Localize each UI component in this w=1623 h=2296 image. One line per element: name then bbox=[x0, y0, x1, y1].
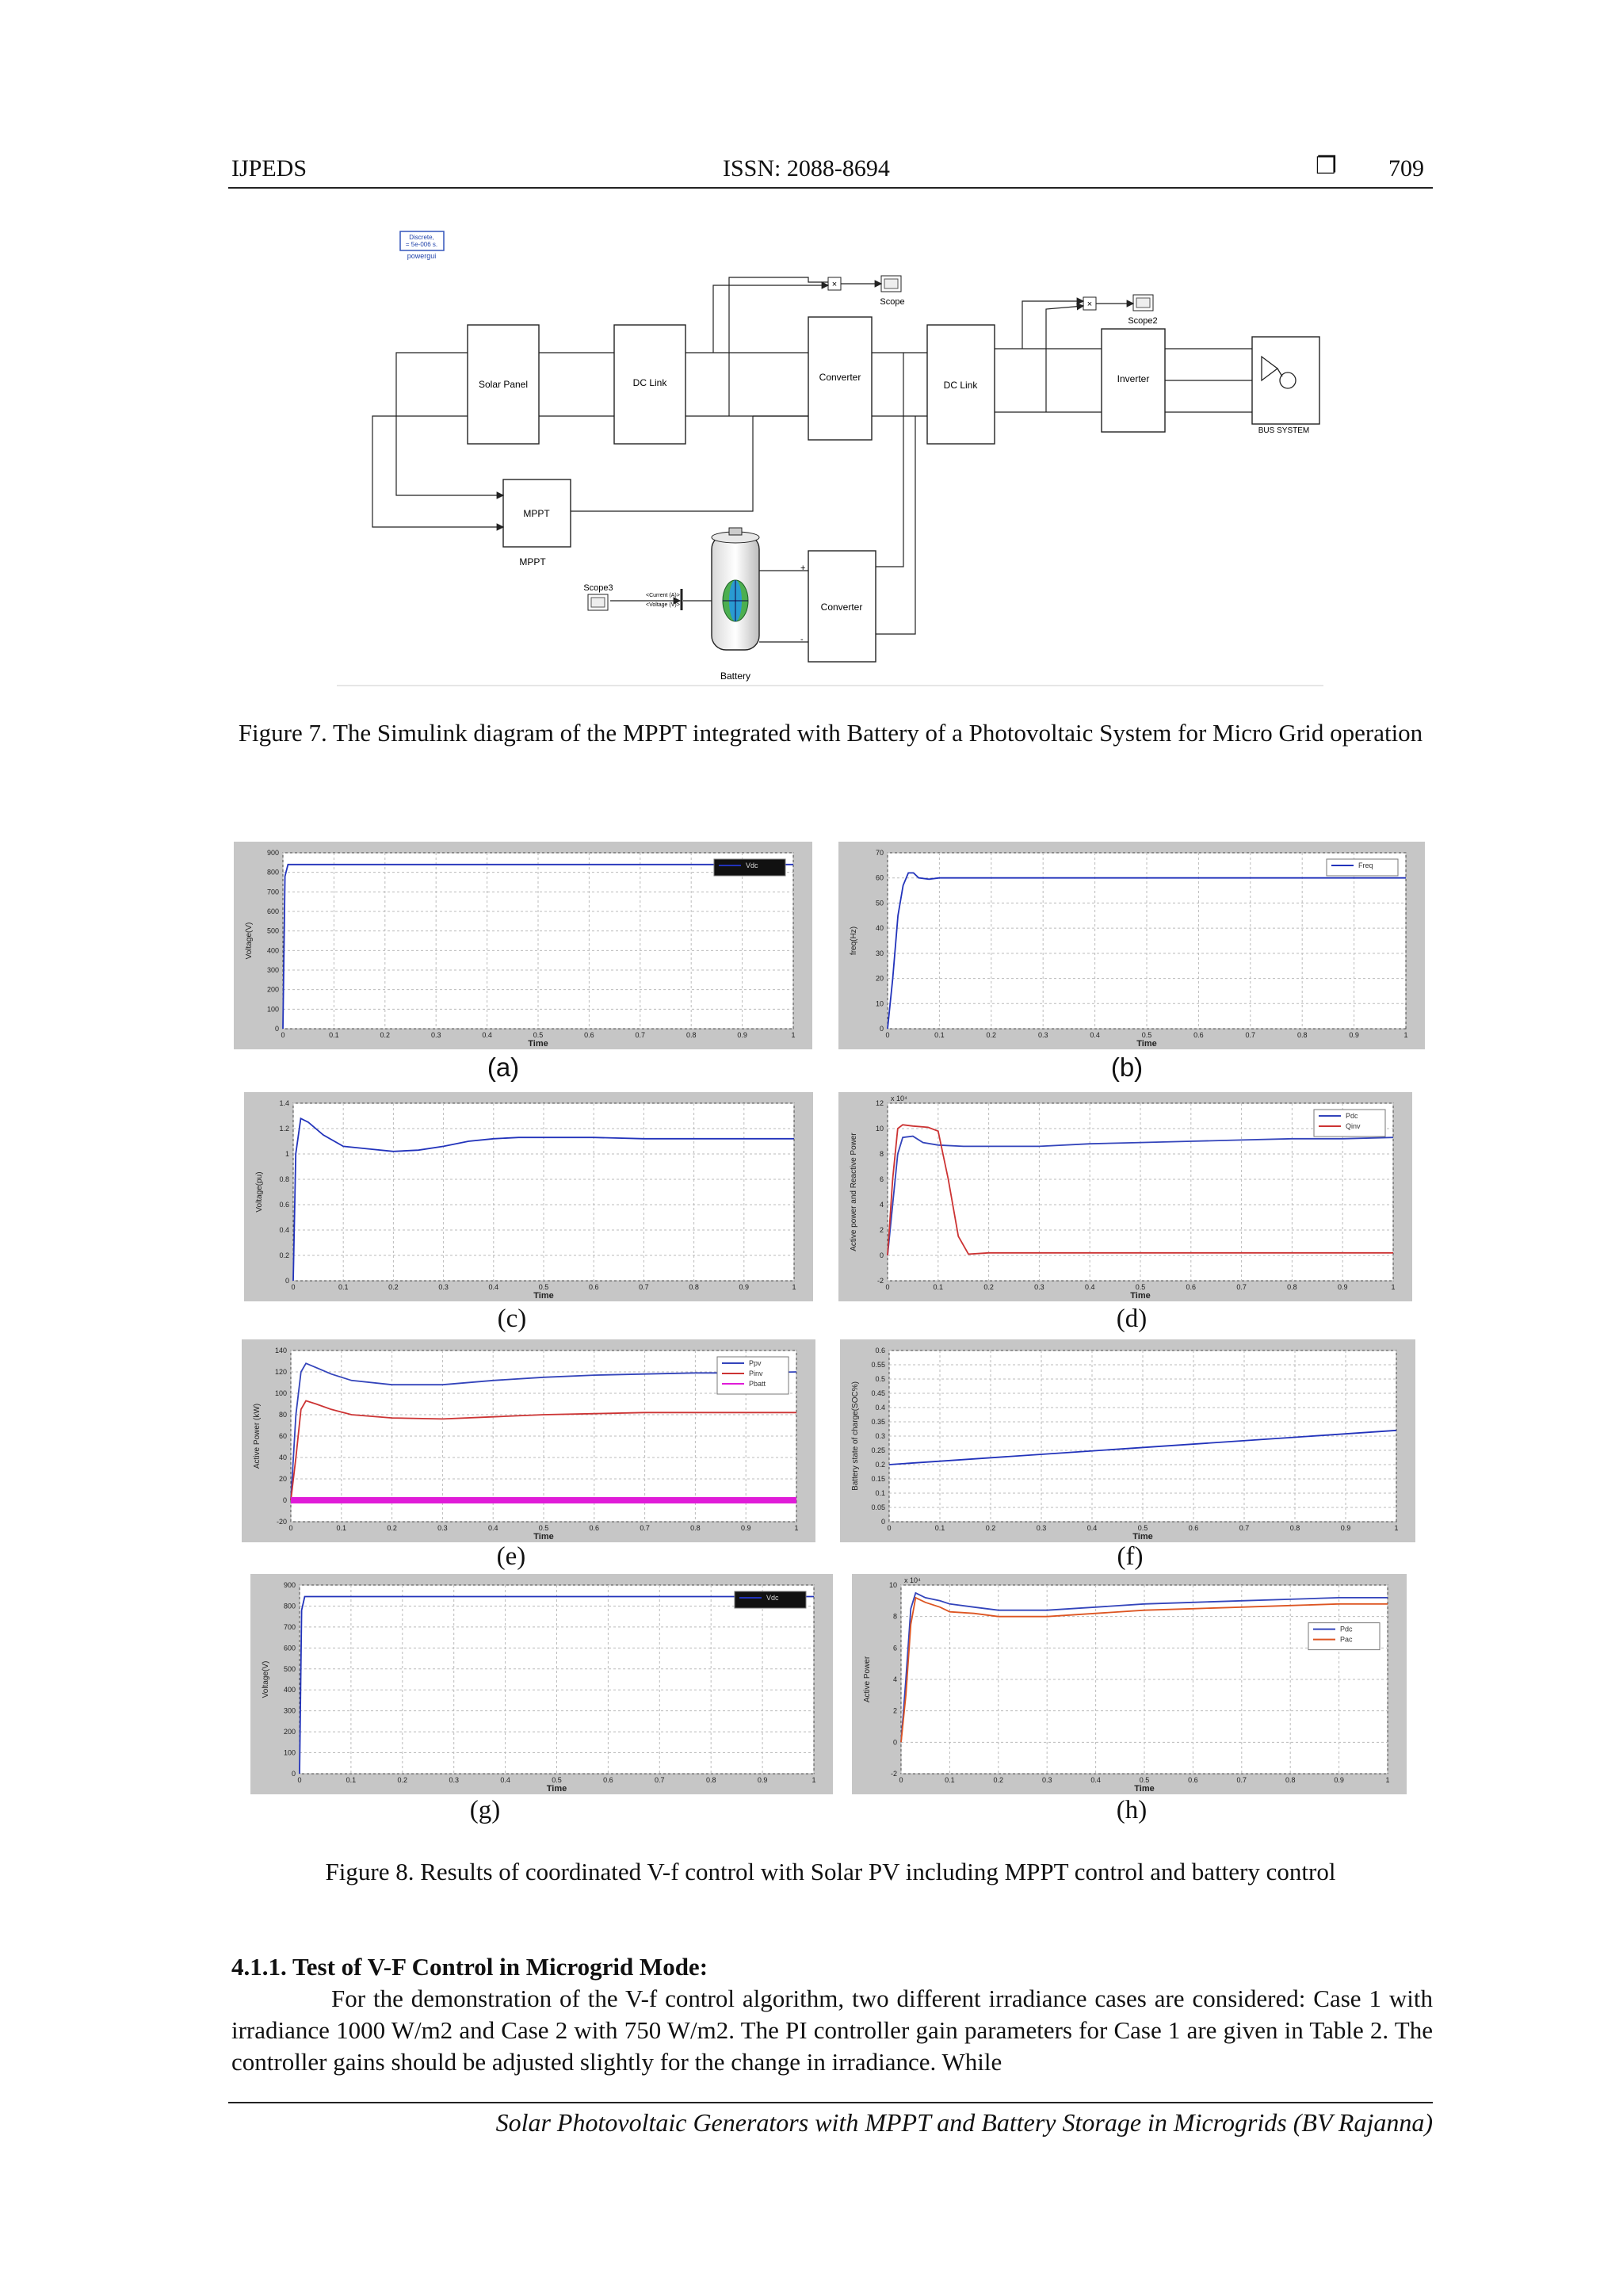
footer-rule bbox=[228, 2102, 1433, 2103]
x-tick-label: 0.1 bbox=[934, 1524, 945, 1532]
x-tick-label: 0.6 bbox=[1186, 1283, 1197, 1291]
svg-text:Discrete,= 5e-006 s. bbox=[406, 234, 437, 248]
x-tick-label: 0.9 bbox=[1349, 1031, 1359, 1039]
plot-area bbox=[293, 1103, 794, 1281]
x-tick-label: 0.2 bbox=[985, 1524, 996, 1532]
plot-a bbox=[234, 842, 812, 1049]
x-tick-label: 0 bbox=[291, 1283, 296, 1291]
legend-label: Vdc bbox=[766, 1594, 779, 1602]
x-tick-label: 0.9 bbox=[757, 1776, 768, 1784]
y-tick-label: 400 bbox=[283, 1686, 296, 1694]
x-tick-label: 0.7 bbox=[1236, 1283, 1247, 1291]
y-tick-label: 0.35 bbox=[871, 1418, 885, 1426]
y-tick-label: 0.6 bbox=[875, 1347, 885, 1354]
dc-link-1-label: DC Link bbox=[632, 377, 667, 388]
x-tick-label: 0.3 bbox=[437, 1524, 448, 1532]
y-tick-label: 200 bbox=[283, 1728, 296, 1736]
y-tick-label: 0 bbox=[880, 1518, 885, 1526]
x-tick-label: 0.7 bbox=[1245, 1031, 1256, 1039]
x-axis-label: Time bbox=[533, 1532, 554, 1541]
y-tick-label: 100 bbox=[274, 1389, 287, 1397]
x-tick-label: 1 bbox=[812, 1776, 816, 1784]
battery-label: Battery bbox=[720, 670, 751, 682]
y-tick-label: 20 bbox=[278, 1475, 287, 1483]
chart-e-svg bbox=[242, 1339, 815, 1542]
subfigure-label-h: (h) bbox=[1116, 1796, 1148, 1824]
x-tick-label: 0.3 bbox=[1034, 1283, 1044, 1291]
y-tick-label: 1.2 bbox=[279, 1125, 289, 1133]
scope-label: Scope bbox=[880, 297, 905, 307]
plot-area bbox=[300, 1585, 814, 1774]
legend-label: Pbatt bbox=[749, 1380, 766, 1388]
y-tick-label: 8 bbox=[892, 1612, 897, 1621]
y-tick-label: 0.6 bbox=[279, 1201, 289, 1209]
x-tick-label: 0.5 bbox=[552, 1776, 562, 1784]
bus-current-label: <Current (A)> bbox=[646, 593, 680, 598]
x-tick-label: 0.6 bbox=[588, 1283, 599, 1291]
y-tick-label: -2 bbox=[876, 1277, 884, 1285]
powergui-discrete-line: Discrete, bbox=[409, 234, 434, 241]
figure7-caption: Figure 7. The Simulink diagram of the MPPT integrated with Battery of a Photovoltaic System for Micro Grid operation bbox=[238, 719, 1423, 747]
product-2-symbol: × bbox=[1086, 300, 1093, 309]
x-tick-label: 0.8 bbox=[1285, 1776, 1296, 1784]
y-tick-label: 6 bbox=[892, 1644, 897, 1652]
y-tick-label: 800 bbox=[283, 1602, 296, 1610]
x-tick-label: 0.7 bbox=[1239, 1524, 1250, 1532]
y-tick-label: 50 bbox=[875, 899, 884, 907]
x-tick-label: 0.1 bbox=[945, 1776, 955, 1784]
x-tick-label: 0 bbox=[887, 1524, 892, 1532]
dc-link-2-label: DC Link bbox=[943, 380, 978, 391]
y-tick-label: 120 bbox=[274, 1368, 287, 1376]
y-tick-label: 0.05 bbox=[871, 1503, 885, 1511]
y-tick-label: -2 bbox=[890, 1770, 897, 1778]
chart-a-svg bbox=[234, 842, 812, 1049]
y-tick-label: 0 bbox=[282, 1496, 287, 1504]
x-tick-label: 0.8 bbox=[1296, 1031, 1308, 1039]
x-tick-label: 1 bbox=[1385, 1776, 1390, 1784]
product-block-1[interactable] bbox=[828, 277, 841, 290]
scope2-block[interactable] bbox=[1128, 295, 1157, 326]
mppt-block-label: MPPT bbox=[523, 508, 550, 519]
x-tick-label: 1 bbox=[794, 1524, 799, 1532]
scope3-label: Scope3 bbox=[583, 583, 613, 593]
x-tick-label: 0.3 bbox=[438, 1283, 449, 1291]
y-tick-label: 600 bbox=[283, 1644, 296, 1652]
product-block-2[interactable] bbox=[1083, 297, 1096, 310]
x-tick-label: 0.5 bbox=[533, 1031, 544, 1039]
y-tick-label: 500 bbox=[266, 926, 279, 935]
y-tick-label: 0.25 bbox=[871, 1446, 885, 1454]
y-tick-label: 600 bbox=[266, 907, 279, 915]
mppt-caption: MPPT bbox=[519, 556, 546, 567]
x-tick-label: 0.4 bbox=[482, 1031, 492, 1039]
x-tick-label: 0.9 bbox=[1337, 1283, 1348, 1291]
y-tick-label: 0 bbox=[879, 1251, 884, 1259]
running-header-journal: IJPEDS bbox=[231, 155, 307, 181]
y-tick-label: 6 bbox=[879, 1175, 884, 1183]
y-tick-label: 10 bbox=[875, 1125, 884, 1133]
y-tick-label: 10 bbox=[875, 999, 884, 1008]
legend-label: Ppv bbox=[749, 1359, 762, 1367]
y-axis-label: Voltage(V) bbox=[245, 922, 254, 960]
x-tick-label: 0.6 bbox=[603, 1776, 613, 1784]
x-tick-label: 0.8 bbox=[1289, 1524, 1300, 1532]
converter-2-label: Converter bbox=[820, 602, 863, 613]
legend-label: Qinv bbox=[1346, 1122, 1361, 1130]
x-tick-label: 0 bbox=[281, 1031, 285, 1039]
bus-system-label: BUS SYSTEM bbox=[1258, 426, 1310, 435]
y-tick-label: 0 bbox=[892, 1738, 897, 1747]
x-tick-label: 0 bbox=[297, 1776, 302, 1784]
x-tick-label: 1 bbox=[1403, 1031, 1408, 1039]
y-tick-label: 300 bbox=[266, 966, 279, 974]
plot-e bbox=[242, 1339, 815, 1542]
chart-g-svg bbox=[250, 1574, 833, 1794]
x-axis-label: Time bbox=[546, 1784, 567, 1794]
figure8-caption: Figure 8. Results of coordinated V-f control with Solar PV including MPPT control and battery control bbox=[325, 1858, 1336, 1885]
y-tick-label: 70 bbox=[875, 849, 884, 857]
running-footer: Solar Photovoltaic Generators with MPPT and Battery Storage in Microgrids (BV Rajanna) bbox=[495, 2108, 1433, 2137]
x-tick-label: 0.2 bbox=[388, 1283, 399, 1291]
subfigure-label-b: (b) bbox=[1110, 1052, 1144, 1082]
chart-h-svg bbox=[852, 1574, 1407, 1794]
x-tick-label: 0.2 bbox=[983, 1283, 994, 1291]
y-axis-label: Voltage(pu) bbox=[255, 1171, 264, 1213]
x-tick-label: 1 bbox=[1394, 1524, 1399, 1532]
x-tick-label: 0.4 bbox=[488, 1283, 499, 1291]
y-tick-label: 0.45 bbox=[871, 1389, 885, 1397]
battery-block[interactable] bbox=[712, 528, 759, 682]
inverter-label: Inverter bbox=[1117, 373, 1150, 384]
y-tick-label: 4 bbox=[892, 1675, 897, 1683]
y-tick-label: 0.8 bbox=[279, 1175, 289, 1183]
checkbox-icon: ❐ bbox=[1316, 152, 1337, 180]
y-tick-label: 2 bbox=[892, 1706, 897, 1715]
x-tick-label: 0.8 bbox=[685, 1031, 697, 1039]
y-tick-label: 1.4 bbox=[279, 1099, 289, 1107]
plot-g bbox=[250, 1574, 833, 1794]
y-tick-label: 100 bbox=[266, 1005, 279, 1014]
powergui-block[interactable] bbox=[400, 231, 444, 260]
y-tick-label: 300 bbox=[283, 1706, 296, 1715]
y-tick-label: 8 bbox=[879, 1150, 884, 1158]
section-paragraph: For the demonstration of the V-f control algorithm, two different irradiance cases are considered: Case 1 with irradiance 1000 W/m2 and Case 2 with 750 W/m2. The PI controller gain parameters for Case 1 are given in Table 2. The controller gains should be adjusted slightly for the change in irradiance. While bbox=[231, 1985, 1433, 2076]
x-tick-label: 0 bbox=[288, 1524, 293, 1532]
x-tick-label: 1 bbox=[791, 1031, 796, 1039]
x-tick-label: 1 bbox=[1391, 1283, 1396, 1291]
x-tick-label: 0.6 bbox=[1193, 1031, 1204, 1039]
y-axis-label: Active power and Reactive Power bbox=[850, 1133, 858, 1251]
legend-label: Vdc bbox=[746, 861, 758, 869]
subfigure-label-g: (g) bbox=[469, 1796, 501, 1824]
x-tick-label: 0.4 bbox=[1090, 1031, 1100, 1039]
y-tick-label: 80 bbox=[278, 1411, 287, 1419]
legend-label: Pdc bbox=[1346, 1112, 1358, 1120]
header-rule bbox=[228, 187, 1433, 189]
y-tick-label: 0.4 bbox=[279, 1226, 289, 1234]
x-tick-label: 0.2 bbox=[387, 1524, 397, 1532]
x-tick-label: 0 bbox=[899, 1776, 903, 1784]
x-tick-label: 0.4 bbox=[500, 1776, 510, 1784]
x-tick-label: 0.9 bbox=[737, 1031, 747, 1039]
x-tick-label: 0.9 bbox=[1334, 1776, 1344, 1784]
x-tick-label: 0.3 bbox=[449, 1776, 459, 1784]
axis-exponent-label: x 10⁴ bbox=[904, 1576, 921, 1584]
y-tick-label: 0.2 bbox=[875, 1461, 885, 1469]
y-axis-label: Battery state of charge(SOC%) bbox=[851, 1381, 860, 1491]
y-tick-label: 0 bbox=[285, 1277, 289, 1285]
y-tick-label: 2 bbox=[879, 1226, 884, 1234]
scope-block[interactable] bbox=[880, 276, 904, 307]
x-tick-label: 0.4 bbox=[1090, 1776, 1101, 1784]
y-axis-label: Voltage(V) bbox=[262, 1660, 270, 1698]
x-tick-label: 0.4 bbox=[1086, 1524, 1098, 1532]
converter-2-minus: - bbox=[800, 635, 804, 644]
plot-f bbox=[840, 1339, 1415, 1542]
subfigure-label-a: (a) bbox=[487, 1052, 520, 1082]
y-tick-label: 0.3 bbox=[875, 1432, 885, 1440]
x-axis-label: Time bbox=[1132, 1532, 1153, 1541]
y-tick-label: 30 bbox=[875, 949, 884, 957]
subfigure-label-e: (e) bbox=[496, 1542, 526, 1571]
x-tick-label: 0.5 bbox=[538, 1524, 549, 1532]
y-tick-label: 900 bbox=[266, 849, 279, 857]
plot-b bbox=[838, 842, 1425, 1049]
x-tick-label: 0.6 bbox=[584, 1031, 594, 1039]
y-tick-label: 60 bbox=[875, 873, 884, 882]
legend-label: Pdc bbox=[1340, 1625, 1353, 1633]
x-tick-label: 0.2 bbox=[993, 1776, 1004, 1784]
y-tick-label: 1 bbox=[285, 1150, 289, 1158]
x-tick-label: 0.7 bbox=[639, 1283, 649, 1291]
x-tick-label: 0.2 bbox=[380, 1031, 391, 1039]
y-tick-label: 140 bbox=[274, 1347, 287, 1354]
chart-d-svg bbox=[838, 1092, 1412, 1301]
scope3-block[interactable] bbox=[583, 583, 613, 610]
x-tick-label: 0.1 bbox=[933, 1283, 944, 1291]
y-tick-label: 20 bbox=[875, 974, 884, 983]
x-tick-label: 0.8 bbox=[690, 1524, 701, 1532]
x-tick-label: 0.1 bbox=[346, 1776, 357, 1784]
powergui-label: powergui bbox=[407, 252, 437, 260]
y-tick-label: 700 bbox=[283, 1622, 296, 1631]
chart-c-svg bbox=[244, 1092, 813, 1301]
x-tick-label: 0.8 bbox=[1287, 1283, 1297, 1291]
y-tick-label: 12 bbox=[875, 1099, 884, 1107]
x-tick-label: 0.8 bbox=[705, 1776, 716, 1784]
x-tick-label: 0.8 bbox=[689, 1283, 699, 1291]
x-tick-label: 0.5 bbox=[538, 1283, 549, 1291]
chart-f-svg bbox=[840, 1339, 1415, 1542]
converter-2-plus: + bbox=[800, 563, 806, 573]
legend-label: Pac bbox=[1340, 1635, 1353, 1644]
x-tick-label: 0.1 bbox=[329, 1031, 339, 1039]
x-tick-label: 0.9 bbox=[1340, 1524, 1351, 1532]
x-tick-label: 0.7 bbox=[635, 1031, 646, 1039]
x-tick-label: 0.4 bbox=[487, 1524, 498, 1532]
plot-h bbox=[852, 1574, 1407, 1794]
x-tick-label: 0.5 bbox=[1139, 1776, 1150, 1784]
x-tick-label: 0.3 bbox=[1041, 1776, 1052, 1784]
y-tick-label: 0 bbox=[274, 1025, 279, 1033]
x-tick-label: 0.3 bbox=[1037, 1031, 1048, 1039]
x-tick-label: 1 bbox=[792, 1283, 796, 1291]
axis-exponent-label: x 10⁴ bbox=[891, 1095, 907, 1102]
converter-1-label: Converter bbox=[819, 372, 861, 383]
simulink-diagram bbox=[333, 222, 1331, 697]
plot-d bbox=[838, 1092, 1412, 1301]
y-tick-label: 0 bbox=[291, 1770, 296, 1778]
y-tick-label: 0 bbox=[879, 1025, 884, 1033]
x-tick-label: 0.6 bbox=[589, 1524, 600, 1532]
y-axis-label: Active Power (kW) bbox=[253, 1403, 262, 1469]
x-tick-label: 0.1 bbox=[934, 1031, 945, 1039]
x-tick-label: 0.3 bbox=[430, 1031, 441, 1039]
x-tick-label: 0.7 bbox=[640, 1524, 650, 1532]
y-tick-label: 100 bbox=[283, 1748, 296, 1757]
y-tick-label: 0.4 bbox=[875, 1404, 885, 1412]
y-tick-label: 0.5 bbox=[875, 1375, 885, 1383]
x-tick-label: 0.9 bbox=[740, 1524, 751, 1532]
y-tick-label: 0.55 bbox=[871, 1361, 885, 1369]
x-tick-label: 0.1 bbox=[338, 1283, 349, 1291]
y-tick-label: 0.1 bbox=[875, 1489, 885, 1497]
y-tick-label: 60 bbox=[278, 1432, 287, 1440]
x-axis-label: Time bbox=[1136, 1039, 1157, 1049]
x-tick-label: 0.2 bbox=[986, 1031, 997, 1039]
x-axis-label: Time bbox=[528, 1039, 548, 1049]
x-tick-label: 0.6 bbox=[1188, 1524, 1199, 1532]
subfigure-label-d: (d) bbox=[1116, 1305, 1148, 1333]
section-heading: 4.1.1. Test of V-F Control in Microgrid Mode: bbox=[231, 1953, 708, 1981]
y-tick-label: 10 bbox=[888, 1581, 897, 1589]
x-axis-label: Time bbox=[1134, 1784, 1155, 1794]
x-tick-label: 0 bbox=[885, 1283, 890, 1291]
y-tick-label: 900 bbox=[283, 1581, 296, 1589]
chart-b-svg bbox=[838, 842, 1425, 1049]
y-tick-label: 700 bbox=[266, 888, 279, 896]
legend-label: Freq bbox=[1358, 861, 1373, 869]
x-tick-label: 0.5 bbox=[1141, 1031, 1152, 1039]
x-tick-label: 0.9 bbox=[739, 1283, 750, 1291]
running-header-issn: ISSN: 2088-8694 bbox=[723, 155, 890, 181]
scope2-label: Scope2 bbox=[1128, 316, 1158, 326]
subfigure-label-f: (f) bbox=[1117, 1542, 1144, 1571]
x-tick-label: 0.5 bbox=[1137, 1524, 1148, 1532]
y-tick-label: 800 bbox=[266, 868, 279, 877]
subfigure-label-c: (c) bbox=[497, 1305, 527, 1333]
x-tick-label: 0.2 bbox=[397, 1776, 408, 1784]
y-tick-label: -20 bbox=[276, 1518, 287, 1526]
page-number: 709 bbox=[1388, 155, 1424, 181]
bus-voltage-label: <Voltage (V)> bbox=[646, 602, 680, 608]
y-tick-label: 0.15 bbox=[871, 1475, 885, 1483]
y-tick-label: 4 bbox=[879, 1201, 884, 1209]
x-tick-label: 0.1 bbox=[336, 1524, 347, 1532]
x-tick-label: 0.4 bbox=[1084, 1283, 1095, 1291]
y-tick-label: 40 bbox=[278, 1454, 287, 1461]
plot-c bbox=[244, 1092, 813, 1301]
x-tick-label: 0.5 bbox=[1135, 1283, 1146, 1291]
y-axis-label: freq(Hz) bbox=[850, 926, 858, 956]
y-axis-label: Active Power bbox=[863, 1656, 872, 1703]
x-axis-label: Time bbox=[533, 1291, 554, 1301]
powergui-discrete-line: = 5e-006 s. bbox=[405, 241, 438, 248]
y-tick-label: 200 bbox=[266, 985, 279, 994]
y-tick-label: 0.2 bbox=[279, 1251, 289, 1259]
x-axis-label: Time bbox=[1130, 1291, 1151, 1301]
x-tick-label: 0.3 bbox=[1036, 1524, 1047, 1532]
x-tick-label: 0.6 bbox=[1188, 1776, 1198, 1784]
y-tick-label: 500 bbox=[283, 1664, 296, 1673]
product-1-symbol: × bbox=[831, 280, 838, 289]
y-tick-label: 400 bbox=[266, 946, 279, 955]
x-tick-label: 0.7 bbox=[655, 1776, 665, 1784]
solar-panel-label: Solar Panel bbox=[478, 379, 529, 390]
legend-label: Pinv bbox=[749, 1370, 763, 1377]
x-tick-label: 0 bbox=[885, 1031, 890, 1039]
y-tick-label: 40 bbox=[875, 924, 884, 933]
x-tick-label: 0.7 bbox=[1236, 1776, 1247, 1784]
